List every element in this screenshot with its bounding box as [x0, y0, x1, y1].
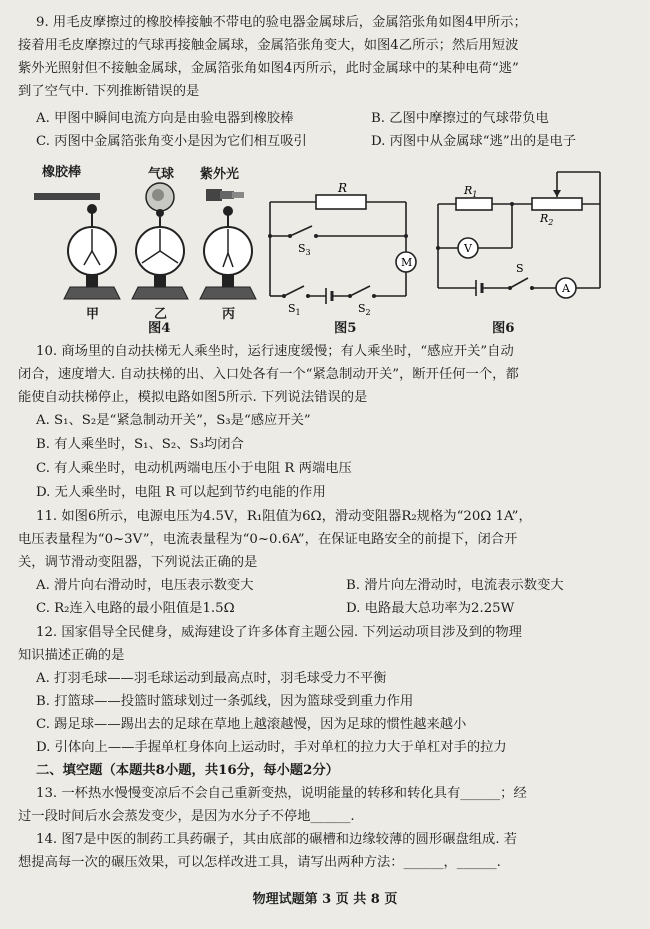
q11-stem-line-1: 11. 如图6所示，电源电压为4.5V，R₁阻值为6Ω，滑动变阻器R₂规格为“20Ω 1A”， [36, 509, 532, 524]
section-2-heading: 二、填空题（本题共8小题，共16分，每小题2分） [36, 763, 339, 778]
figure-4 [28, 157, 258, 335]
fig6-ammeter-label: A [562, 282, 570, 295]
q9-stem-line-3: 紫外光照射但不接触金属球，金属箔张角如图4丙所示，此时金属球中的某种电荷“逃” [18, 61, 519, 76]
q9-stem-line-1: 9. 用毛皮摩擦过的橡胶棒接触不带电的验电器金属球后，金属箔张角如图4甲所示； [36, 15, 527, 30]
fig4-sub-c: 丙 [222, 307, 236, 322]
q12-option-c: C. 踢足球——踢出去的足球在草地上越滚越慢，因为足球的惯性越来越小 [36, 717, 467, 732]
q9-stem-line-2: 接着用毛皮摩擦过的气球再接触金属球，金属箔张角变大，如图4乙所示；然后用短波 [18, 38, 519, 53]
q10-stem-line-3: 能使自动扶梯停止，模拟电路如图5所示. 下列说法错误的是 [18, 390, 368, 405]
q11-option-a: A. 滑片向右滑动时，电压表示数变大 [36, 578, 254, 593]
q12-option-d: D. 引体向上——手握单杠身体向上运动时，手对单杠的拉力大于单杠对手的拉力 [36, 740, 507, 755]
q12-option-a: A. 打羽毛球——羽毛球运动到最高点时，羽毛球受力不平衡 [36, 671, 387, 686]
fig4-sub-b: 乙 [154, 307, 168, 322]
q10-option-d: D. 无人乘坐时，电阻 R 可以起到节约电能的作用 [36, 485, 326, 500]
circuit-6 [428, 160, 628, 310]
figure-5 [260, 180, 430, 315]
q9-option-b: B. 乙图中摩擦过的气球带负电 [371, 111, 549, 126]
circuit-5 [260, 180, 430, 315]
fig4-label-uv: 紫外光 [200, 167, 240, 182]
q9-option-d: D. 丙图中从金属球“逃”出的是电子 [371, 134, 577, 149]
q9-stem-line-4: 到了空气中. 下列推断错误的是 [18, 84, 200, 99]
fig5-motor-label: M [401, 256, 413, 269]
q13-line-2: 过一段时间后水会蒸发变少，是因为水分子不停地______. [18, 809, 355, 824]
q11-stem-line-2: 电压表量程为“0~3V”，电流表量程为“0~0.6A”，在保证电路安全的前提下，闭合开 [18, 532, 518, 547]
q14-line-1: 14. 图7是中医的制药工具药碾子，其由底部的碾槽和边缘较薄的圆形碾盘组成. 若 [36, 832, 518, 847]
fig6-r1-label: $R_1$ [464, 184, 478, 199]
q10-option-c: C. 有人乘坐时，电动机两端电压小于电阻 R 两端电压 [36, 461, 352, 476]
q10-option-b: B. 有人乘坐时，S₁、S₂、S₃均闭合 [36, 437, 244, 452]
fig5-s2-label: $S_2$ [358, 302, 371, 315]
fig4-caption: 图4 [148, 321, 171, 336]
q9-option-c: C. 丙图中金属箔张角变小是因为它们相互吸引 [36, 134, 307, 149]
fig5-s3-label: $S_3$ [298, 242, 311, 257]
q10-stem-line-2: 闭合，速度增大. 自动扶梯的出、入口处各有一个“紧急制动开关”，断开任何一个，都 [18, 367, 519, 382]
q12-stem-line-2: 知识描述正确的是 [18, 648, 125, 663]
q10-stem-line-1: 10. 商场里的自动扶梯无人乘坐时，运行速度缓慢；有人乘坐时，“感应开关”自动 [36, 344, 514, 359]
fig4-sub-a: 甲 [86, 307, 100, 322]
fig6-voltmeter-label: V [464, 242, 472, 255]
fig6-switch-label: S [516, 262, 524, 275]
q14-line-2: 想提高每一次的碾压效果，可以怎样改进工具，请写出两种方法：______，______. [18, 855, 501, 870]
fig5-caption: 图5 [334, 321, 357, 336]
q11-option-b: B. 滑片向左滑动时，电流表示数变大 [346, 578, 564, 593]
fig6-r2-label: $R_2$ [540, 212, 554, 227]
fig4-label-balloon: 气球 [148, 167, 175, 182]
fig5-r-label: R [338, 181, 348, 195]
q12-stem-line-1: 12. 国家倡导全民健身，威海建设了许多体育主题公园. 下列运动项目涉及到的物理 [36, 625, 522, 640]
figure-6 [428, 160, 628, 310]
fig4-label-rod: 橡胶棒 [42, 165, 82, 180]
fig5-s1-label: $S_1$ [288, 302, 301, 315]
q11-option-d: D. 电路最大总功率为2.25W [346, 601, 515, 616]
fig6-caption: 图6 [492, 321, 515, 336]
q10-option-a: A. S₁、S₂是“紧急制动开关”，S₃是“感应开关” [36, 413, 311, 428]
q9-option-a: A. 甲图中瞬间电流方向是由验电器到橡胶棒 [36, 111, 294, 126]
page-footer: 物理试题第 3 页 共 8 页 [252, 892, 398, 907]
q12-option-b: B. 打篮球——投篮时篮球划过一条弧线，因为篮球受到重力作用 [36, 694, 414, 709]
q13-line-1: 13. 一杯热水慢慢变凉后不会自己重新变热，说明能量的转移和转化具有______；经 [36, 786, 527, 801]
q11-option-c: C. R₂连入电路的最小阻值是1.5Ω [36, 601, 235, 616]
q11-stem-line-3: 关，调节滑动变阻器，下列说法正确的是 [18, 555, 258, 570]
